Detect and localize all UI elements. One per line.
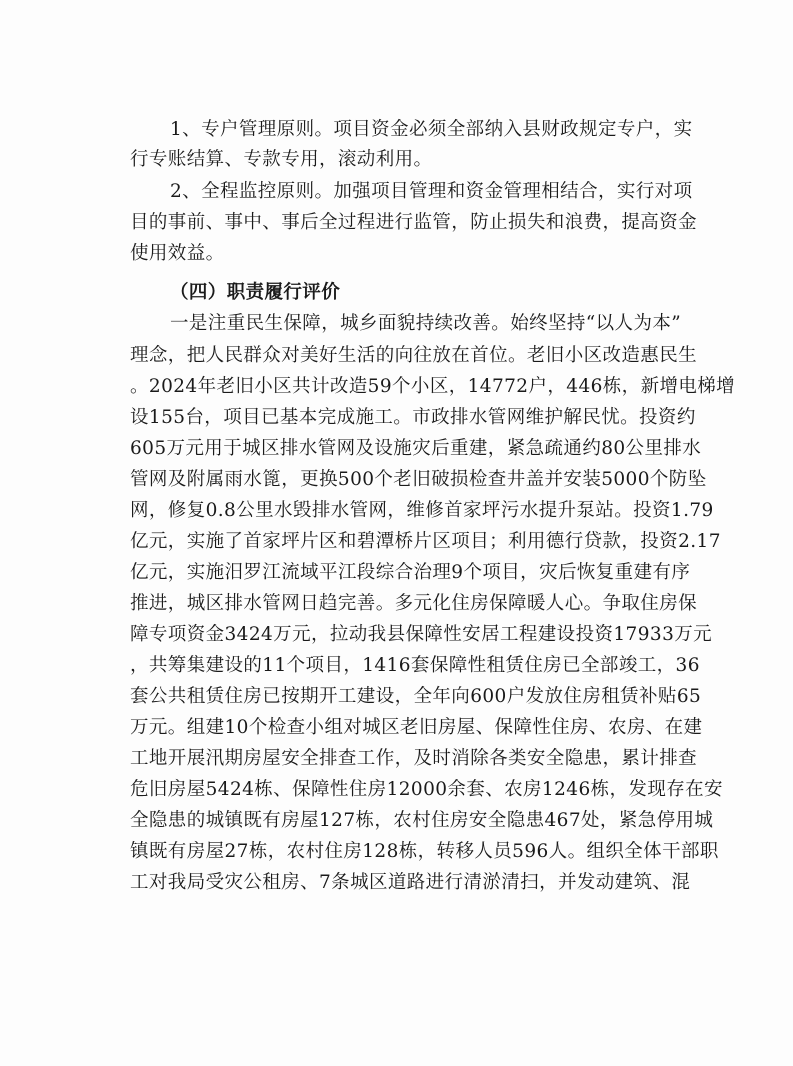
text-line: 工地开展汛期房屋安全排查工作，及时消除各类安全隐患，累计排查 [130,748,698,769]
text-line: 。2024年老旧小区共计改造59个小区，14772户，446栋，新增电梯增 [130,376,736,397]
text-line: 亿元，实施汨罗江流域平江段综合治理9个项目，灾后恢复重建有序 [130,562,691,583]
text-line: 行专账结算、专款专用，滚动利用。 [130,149,433,170]
text-line: 工对我局受灾公租房、7条城区道路进行清淤清扫，并发动建筑、混 [130,872,691,893]
section-heading: （四）职责履行评价 [170,282,341,303]
text-line: 一是注重民生保障，城乡面貌持续改善。始终坚持“以人为本” [170,313,682,334]
text-line: 危旧房屋5424栋、保障性住房12000余套、农房1246栋，发现存在安 [130,779,723,800]
text-line: 605万元用于城区排水管网及设施灾后重建，紧急疏通约80公里排水 [130,438,702,459]
text-line: 推进，城区排水管网日趋完善。多元化住房保障暖人心。争取住房保 [130,593,698,614]
text-line: 网，修复0.8公里水毁排水管网，维修首家坪污水提升泵站。投资1.79 [130,500,714,521]
text-line: 1、专户管理原则。项目资金必须全部纳入县财政规定专户，实 [170,119,693,140]
text-line: 亿元，实施了首家坪片区和碧潭桥片区项目；利用德行贷款，投资2.17 [130,531,721,552]
text-line: 设155台，项目已基本完成施工。市政排水管网维护解民忧。投资约 [130,407,696,428]
text-line: 使用效益。 [130,243,225,264]
text-line: 目的事前、事中、事后全过程进行监管，防止损失和浪费，提高资金 [130,212,698,233]
text-line: 全隐患的城镇既有房屋127栋，农村住房安全隐患467处，紧急停用城 [130,810,714,831]
text-line: 套公共租赁住房已按期开工建设，全年向600户发放住房租赁补贴65 [130,686,702,707]
text-line: 镇既有房屋27栋，农村住房128栋，转移人员596人。组织全体干部职 [130,841,719,862]
text-line: 2、全程监控原则。加强项目管理和资金管理相结合，实行对项 [170,181,693,202]
text-line: 万元。组建10个检查小组对城区老旧房屋、保障性住房、农房、在建 [130,717,703,738]
text-line: ，共筹集建设的11个项目，1416套保障性租赁住房已全部竣工，36 [130,655,700,676]
text-line: 管网及附属雨水篦，更换500个老旧破损检查井盖并安装5000个防坠 [130,469,707,490]
text-line: 障专项资金3424万元，拉动我县保障性安居工程建设投资17933万元 [130,624,713,645]
text-line: 理念，把人民群众对美好生活的向往放在首位。老旧小区改造惠民生 [130,345,698,366]
